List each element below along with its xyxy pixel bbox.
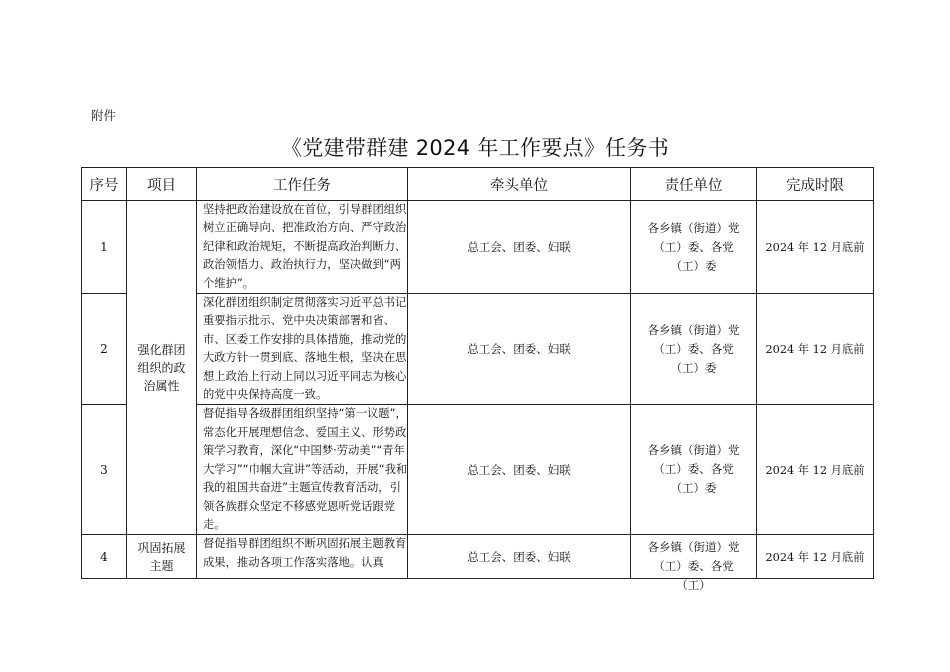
responsible-unit-cell	[631, 535, 757, 593]
task-table	[81, 167, 874, 593]
responsible-unit-cell	[631, 405, 757, 535]
responsible-unit-text: 各乡镇（街道）党（工）委、各党（工）委	[647, 443, 740, 496]
project-cell	[127, 201, 197, 535]
task-cell	[197, 294, 408, 405]
table-header-row	[82, 168, 874, 201]
task-text: 督促指导群团组织不断巩固拓展主题教育成果，推动各项工作落实落地。认真	[203, 537, 407, 569]
header-lead-unit: 牵头单位	[408, 168, 631, 201]
project-label: 强化群团组织的政治属性	[137, 342, 186, 393]
row-number: 3	[82, 405, 127, 535]
project-label: 巩固拓展主题	[137, 540, 186, 573]
header-responsible-unit: 责任单位	[631, 168, 757, 201]
header-no: 序号	[82, 168, 127, 201]
responsible-unit-text: 各乡镇（街道）党（工）委、各党（工）委	[647, 322, 740, 375]
project-cell	[127, 535, 197, 579]
header-project: 项目	[127, 168, 197, 201]
responsible-unit-cell	[631, 201, 757, 294]
deadline-cell: 2024 年 12 月底前	[757, 405, 874, 535]
lead-unit-cell: 总工会、团委、妇联	[408, 201, 631, 294]
row-number: 2	[82, 294, 127, 405]
task-text: 坚持把政治建设放在首位，引导群团组织树立正确导向、把准政治方向、严守政治纪律和政治规矩，不断提高政治判断力、政治领悟力、政治执行力，坚决做到“两个维护”。	[203, 203, 407, 290]
table-row	[82, 405, 874, 535]
attachment-label: 附件	[91, 108, 117, 123]
lead-unit-cell: 总工会、团委、妇联	[408, 294, 631, 405]
task-cell	[197, 535, 408, 579]
deadline-cell: 2024 年 12 月底前	[757, 294, 874, 405]
deadline-cell: 2024 年 12 月底前	[757, 201, 874, 294]
table-row	[82, 294, 874, 405]
row-number: 4	[82, 535, 127, 579]
header-task: 工作任务	[197, 168, 408, 201]
document-title: 《党建带群建 2024 年工作要点》任务书	[280, 136, 670, 160]
table-row	[82, 535, 874, 579]
responsible-unit-text: 各乡镇（街道）党（工）委、各党（工）委	[647, 220, 740, 273]
row-number: 1	[82, 201, 127, 294]
header-deadline: 完成时限	[757, 168, 874, 201]
table-row	[82, 201, 874, 294]
deadline-cell: 2024 年 12 月底前	[757, 535, 874, 579]
lead-unit-cell: 总工会、团委、妇联	[408, 535, 631, 579]
task-cell	[197, 405, 408, 535]
responsible-unit-text: 各乡镇（街道）党（工）委、各党（工）	[647, 540, 740, 593]
task-text: 深化群团组织制定贯彻落实习近平总书记重要指示批示、党中央决策部署和省、市、区委工作安排的具体措施，推动党的大政方针一贯到底、落地生根，坚决在思想上政治上行动上同以习近平同志为核心的党中央保持高度一致。	[203, 296, 407, 402]
task-cell	[197, 201, 408, 294]
lead-unit-cell: 总工会、团委、妇联	[408, 405, 631, 535]
responsible-unit-cell	[631, 294, 757, 405]
task-text: 督促指导各级群团组织坚持“第一议题”，常态化开展理想信念、爱国主义、形势政策学习教育，深化“中国梦·劳动美”“青年大学习”“巾帼大宣讲”等活动，开展“我和我的祖国共奋进”主题宣传教育活动，引领各族群众坚定不移感党恩听党话跟党走。	[203, 407, 408, 531]
